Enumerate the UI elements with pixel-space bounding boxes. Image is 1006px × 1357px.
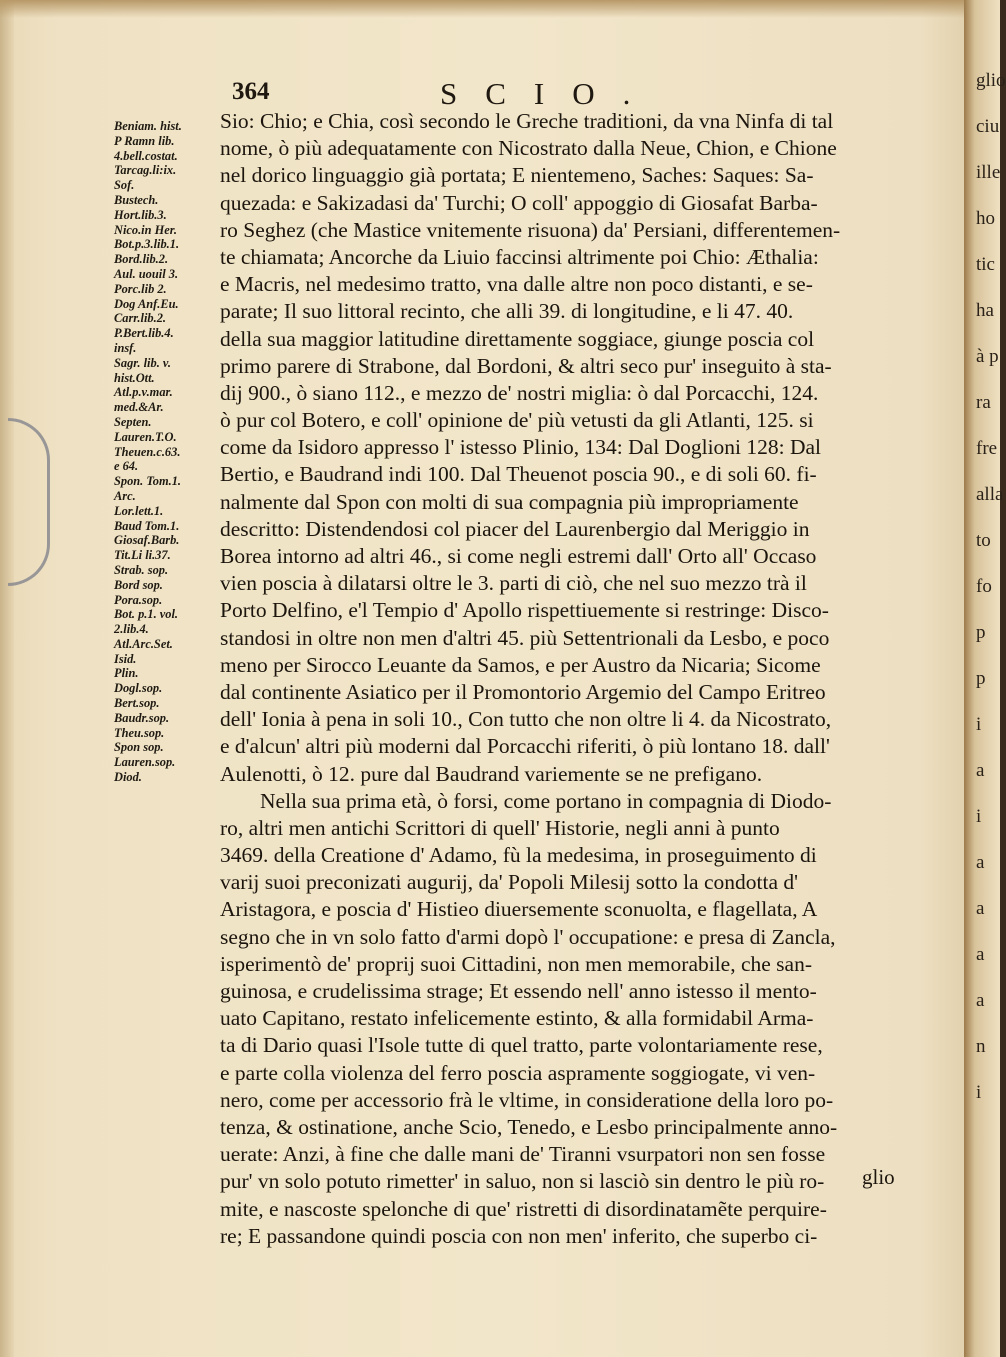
margin-note: Porc.lib 2. (114, 281, 167, 296)
facing-page-fragment: a (976, 852, 985, 873)
margin-note: Isid. (114, 651, 137, 666)
facing-page-fragment: ho (976, 208, 995, 229)
facing-page-fragment: p (976, 668, 986, 689)
text-line: mite, e nascoste spelonche di que' ristretti di disordinatamẽte perquire- (220, 1196, 827, 1221)
facing-page-fragment: alla (976, 484, 1004, 505)
margin-note: P Ramn lib. (114, 133, 175, 148)
catchword: glio (862, 1165, 895, 1189)
text-line: Aristagora, e poscia d' Histieo diuersemente sconuolta, e flagellata, A (220, 897, 818, 922)
margin-note: Aul. uouil 3. (114, 266, 179, 281)
margin-note: Strab. sop. (114, 562, 169, 577)
gutter-shadow (0, 0, 14, 1357)
margin-note: Sagr. lib. v. (114, 355, 172, 370)
text-line: Nella sua prima età, ò forsi, come portano in compagnia di Diodo- (260, 788, 832, 813)
text-line: quezada: e Sakizadasi da' Turchi; O coll' appoggio di Giosafat Barba- (220, 190, 818, 215)
facing-page-fragment: n (976, 1036, 986, 1057)
facing-page-fragment: tic (976, 254, 995, 275)
facing-page-fragment: ille (976, 162, 1001, 183)
text-line: ro, altri men antichi Scrittori di quell' Historie, negli anni à punto (220, 815, 780, 840)
text-line: pur' vn solo potuto rimetter' in saluo, non si lasciò sin dentro le più ro- (220, 1169, 825, 1194)
text-line: primo parere di Strabone, dal Bordoni, & altri seco pur' inseguito à sta- (220, 353, 832, 378)
text-line: nel dorico linguaggio già portata; E nientemeno, Saches: Saques: Sa- (220, 163, 814, 188)
margin-note: Dog Anf.Eu. (114, 296, 179, 311)
facing-page-fragment: i (976, 806, 982, 827)
margin-note: 2.lib.4. (114, 622, 149, 637)
facing-page-fragment: i (976, 1082, 982, 1103)
margin-note: Spon. Tom.1. (114, 474, 182, 489)
text-line: Aulenotti, ò 12. pure dal Baudrand variemente se ne prefigano. (220, 761, 763, 786)
text-line: standosi in oltre non men d'altri 45. più Settentrionali da Lesbo, e poco (220, 625, 830, 650)
margin-note: hist.Ott. (114, 370, 155, 385)
margin-note: Theu.sop. (114, 725, 165, 740)
facing-page-fragment: glio (976, 70, 1006, 91)
margin-note: Sof. (114, 178, 135, 193)
text-line: nero, come per accessorio frà le vltime, in consideratione della loro po- (220, 1087, 834, 1112)
facing-page-fragment: p (976, 622, 986, 643)
binding-clasp (8, 418, 50, 586)
margin-note: Hort.lib.3. (114, 207, 167, 222)
margin-note: Bot. p.1. vol. (114, 607, 179, 622)
text-line: parate; Il suo littoral recinto, che alli 39. di longitudine, e li 47. 40. (220, 299, 794, 324)
facing-page-fragment: a (976, 898, 985, 919)
text-line: re; E passandone quindi poscia con non men' inferito, che superbo ci- (220, 1223, 818, 1248)
facing-page-fragment: ra (976, 392, 991, 413)
text-line: isperimentò de' proprij suoi Cittadini, non men memorabile, che san- (220, 951, 813, 976)
margin-note: Baudr.sop. (114, 710, 170, 725)
text-line: e d'alcun' altri più moderni dal Porcacchi riferiti, ò più lontano 18. dall' (220, 734, 830, 759)
margin-note: Lauren.sop. (114, 755, 176, 770)
text-line: ta di Dario quasi l'Isole tutte di quel tratto, parte volontariamente rese, (220, 1033, 823, 1058)
text-line: guinosa, e crudelissima strage; Et essendo nell' anno istesso il mento- (220, 979, 817, 1003)
text-line: descritto: Distendendosi col piacer del Laurenbergio dal Meriggio in (220, 516, 810, 541)
text-line: dal continente Asiatico per il Promontorio Argemio del Campo Eritreo (220, 679, 826, 704)
margin-note: Arc. (114, 488, 136, 503)
text-line: vien poscia à dilatarsi oltre le 3. parti di ciò, che nel suo mezzo trà il (220, 571, 807, 596)
facing-page-fragment: fo (976, 576, 992, 597)
margin-note: Bot.p.3.lib.1. (114, 237, 180, 252)
text-line: nome, ò più adequatamente con Nicostrato dalla Neue, Chion, e Chione (220, 136, 837, 161)
body-text (220, 108, 940, 1250)
margin-note: Bert.sop. (114, 696, 160, 711)
margin-note: Spon sop. (114, 740, 164, 755)
margin-note: e 64. (114, 459, 139, 474)
top-edge-shadow (0, 0, 1000, 18)
text-line: della sua maggior latitudine direttamente soggiace, giunge poscia col (220, 326, 815, 351)
margin-note: med.&Ar. (114, 400, 164, 415)
text-line: Sio: Chio; e Chia, così secondo le Greche traditioni, da vna Ninfa di tal (220, 109, 834, 133)
facing-page-fragment: i (976, 714, 982, 735)
text-line: te chiamata; Ancorche da Liuio faccinsi altrimente poi Chio: Æthalia: (220, 244, 819, 269)
margin-note: Tit.Li li.37. (114, 548, 171, 563)
margin-note: Pora.sop. (114, 592, 163, 607)
margin-note: Lauren.T.O. (114, 429, 177, 444)
text-line: segno che in vn solo fatto d'armi dopò l' occupatione: e presa di Zancla, (220, 924, 836, 949)
margin-note: Plin. (114, 666, 139, 681)
text-line: ro Seghez (che Mastice vnitemente risuona) da' Persiani, differentemen- (220, 217, 841, 242)
page-number: 364 (232, 78, 270, 105)
text-line: Bertio, e Baudrand indi 100. Dal Theuenot poscia 90., e di soli 60. fi- (220, 462, 817, 487)
text-line: ò pur col Botero, e coll' opinione de' più vetusti da gli Atlanti, 125. si (220, 408, 814, 433)
margin-note: P.Bert.lib.4. (114, 326, 174, 341)
margin-note: Bord.lib.2. (114, 252, 169, 267)
margin-note: Septen. (114, 414, 152, 429)
facing-page-fragment: a (976, 760, 985, 781)
margin-note: Beniam. hist. (114, 119, 182, 133)
facing-page-fragment: fre (976, 438, 998, 459)
text-line: 3469. della Creatione d' Adamo, fù la medesima, in proseguimento di (220, 843, 817, 868)
text-line: nalmente dal Spon con molti di sua compagnia più impropriamente (220, 489, 799, 514)
text-line: uerate: Anzi, à fine che dalle mani de' Tiranni vsurpatori non sen fosse (220, 1142, 826, 1167)
margin-note: Giosaf.Barb. (114, 533, 180, 548)
margin-note: Bord sop. (114, 577, 163, 592)
text-line: Porto Delfino, e'l Tempio d' Apollo rispettiuemente si restringe: Disco- (220, 598, 829, 623)
text-line: uato Capitano, restato infelicemente estinto, & alla formidabil Arma- (220, 1006, 814, 1031)
margin-notes (114, 119, 226, 785)
text-line: e Macris, nel medesimo tratto, vna dalle altre non poco distanti, e se- (220, 272, 813, 297)
text-line: meno per Sirocco Leuante da Samos, e per Austro da Nicaria; Sicome (220, 652, 821, 677)
text-line: e parte colla violenza del ferro poscia aspramente soggiogate, vi ven- (220, 1060, 816, 1085)
margin-note: Baud Tom.1. (114, 518, 180, 533)
facing-page-edge (964, 0, 1006, 1357)
margin-note: Theuen.c.63. (114, 444, 181, 459)
text-line: dij 900., ò siano 112., e mezzo de' nostri miglia: ò dal Porcacchi, 124. (220, 380, 819, 405)
margin-note: Lor.lett.1. (114, 503, 164, 518)
facing-page-fragment: à p (976, 346, 999, 367)
margin-note: insf. (114, 340, 137, 355)
margin-note: Dogl.sop. (114, 681, 163, 696)
facing-page-fragment: ha (976, 300, 994, 321)
text-line: dell' Ionia à pena in soli 10., Con tutto che non oltre li 4. da Nicostrato, (220, 707, 832, 732)
margin-note: Diod. (114, 770, 142, 785)
margin-note: Bustech. (114, 192, 159, 207)
facing-page-fragment: ciu (976, 116, 1000, 137)
margin-note: Atl.p.v.mar. (114, 385, 173, 400)
text-line: come da Isidoro appresso l' istesso Plinio, 134: Dal Doglioni 128: Dal (220, 435, 822, 460)
margin-note: Atl.Arc.Set. (114, 636, 173, 651)
margin-note: Carr.lib.2. (114, 311, 166, 326)
margin-note: Tarcag.li:ix. (114, 163, 177, 178)
text-line: tenza, & ostinatione, anche Scio, Tenedo, e Lesbo principalmente anno- (220, 1114, 838, 1139)
text-line: varij suoi preconizati augurij, da' Popoli Milesij sotto la condotta d' (220, 870, 798, 895)
facing-page-fragment: a (976, 944, 985, 965)
margin-note: Nico.in Her. (114, 222, 177, 237)
facing-page-fragment: a (976, 990, 985, 1011)
running-head: SCIO. (440, 76, 659, 111)
facing-page-fragment: to (976, 530, 991, 551)
text-line: Borea intorno ad altri 46., si come negli estremi dall' Orto all' Occaso (220, 544, 817, 568)
margin-note: 4.bell.costat. (114, 148, 178, 163)
